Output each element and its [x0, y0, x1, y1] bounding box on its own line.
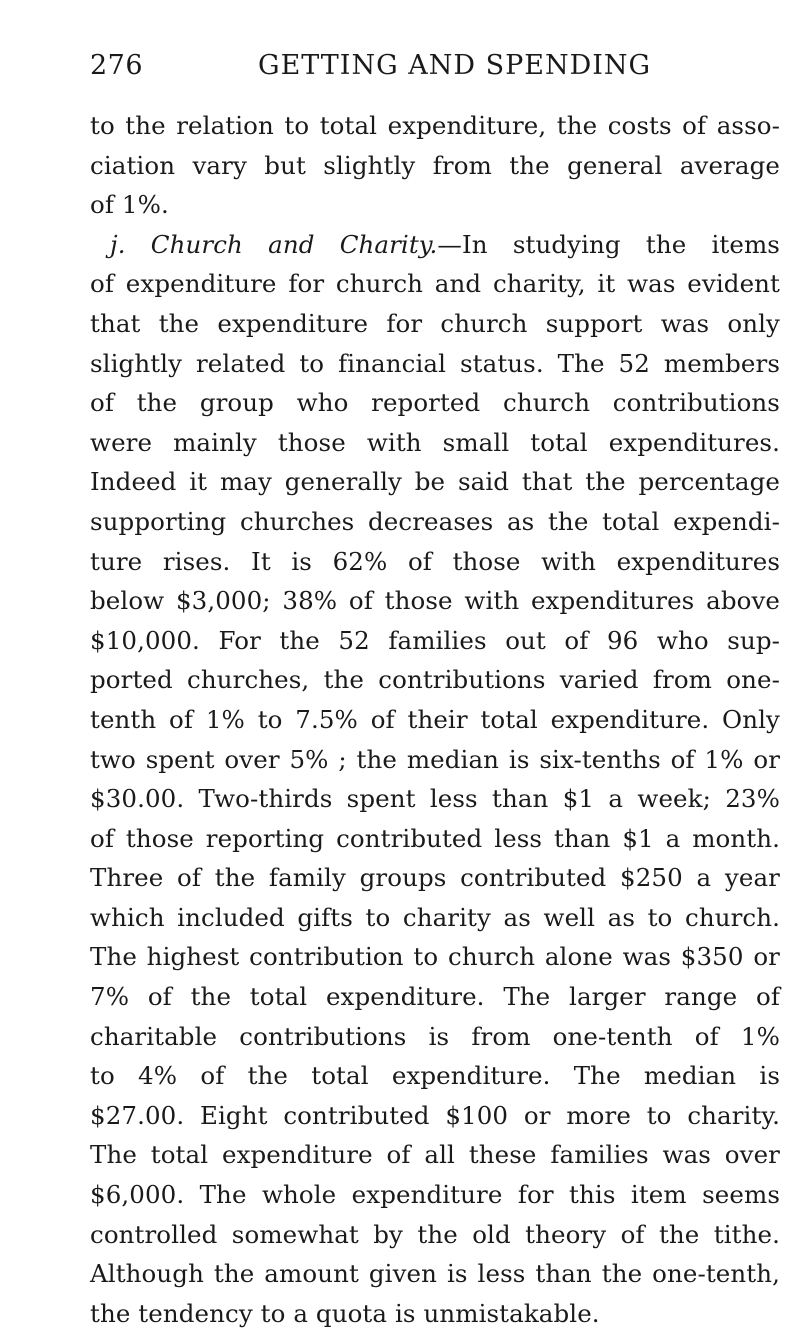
- section-heading-line: [90, 225, 780, 265]
- section-first-line-text: —In studying the items: [437, 229, 780, 259]
- text-line: to the relation to total expenditure, the costs of asso-: [90, 111, 780, 140]
- text-line: $27.00. Eight contributed $100 or more to charity.: [90, 1100, 780, 1130]
- text-line: The total expenditure of all these families was over: [90, 1140, 780, 1170]
- text-line: the tendency to a quota is unmistakable.: [90, 1298, 600, 1328]
- text-line: The highest contribution to church alone was $350 or: [90, 942, 780, 972]
- text-line: two spent over 5% ; the median is six-tenths of 1% or: [90, 744, 780, 774]
- text-line: of the group who reported church contributions: [90, 388, 780, 418]
- text-line: to 4% of the total expenditure. The median is: [90, 1061, 780, 1091]
- page-number: 276: [90, 50, 144, 81]
- text-line: ported churches, the contributions varied from one-: [90, 665, 780, 695]
- paragraph-church-and-charity: [90, 225, 780, 1333]
- text-line: slightly related to financial status. The 52 members: [90, 348, 780, 378]
- section-label: j.: [110, 229, 126, 259]
- text-line: supporting churches decreases as the total expendi-: [90, 506, 780, 536]
- text-line: controlled somewhat by the old theory of the tithe.: [90, 1219, 780, 1249]
- text-line: ture rises. It is 62% of those with expenditures: [90, 546, 780, 576]
- text-line: 7% of the total expenditure. The larger range of: [90, 982, 780, 1012]
- paragraph-associations: [90, 106, 780, 225]
- text-line: charitable contributions is from one-tenth of 1%: [90, 1021, 780, 1051]
- text-line: Although the amount given is less than the one-tenth,: [90, 1259, 780, 1289]
- text-line: tenth of 1% to 7.5% of their total expenditure. Only: [90, 704, 780, 734]
- text-line: Indeed it may generally be said that the percentage: [90, 467, 780, 497]
- text-line: $30.00. Two-thirds spent less than $1 a week; 23%: [90, 784, 780, 814]
- text-line: that the expenditure for church support was only: [90, 308, 780, 338]
- text-line: which included gifts to charity as well as to church.: [90, 902, 780, 932]
- text-line: of 1%.: [90, 190, 169, 220]
- text-line: Three of the family groups contributed $250 a year: [90, 863, 780, 893]
- text-line: ciation vary but slightly from the general average: [90, 150, 780, 180]
- section-title: Church and Charity.: [150, 229, 438, 259]
- text-line: of expenditure for church and charity, it was evident: [90, 269, 780, 299]
- text-line: were mainly those with small total expenditures.: [90, 427, 780, 457]
- body-text: [90, 106, 780, 1333]
- running-head: GETTING AND SPENDING: [258, 50, 652, 81]
- text-line: $10,000. For the 52 families out of 96 who sup-: [90, 625, 780, 655]
- text-line: below $3,000; 38% of those with expenditures above: [90, 586, 780, 616]
- page-header: [90, 50, 750, 90]
- text-line: of those reporting contributed less than $1 a month.: [90, 823, 780, 853]
- text-line: $6,000. The whole expenditure for this item seems: [90, 1180, 780, 1210]
